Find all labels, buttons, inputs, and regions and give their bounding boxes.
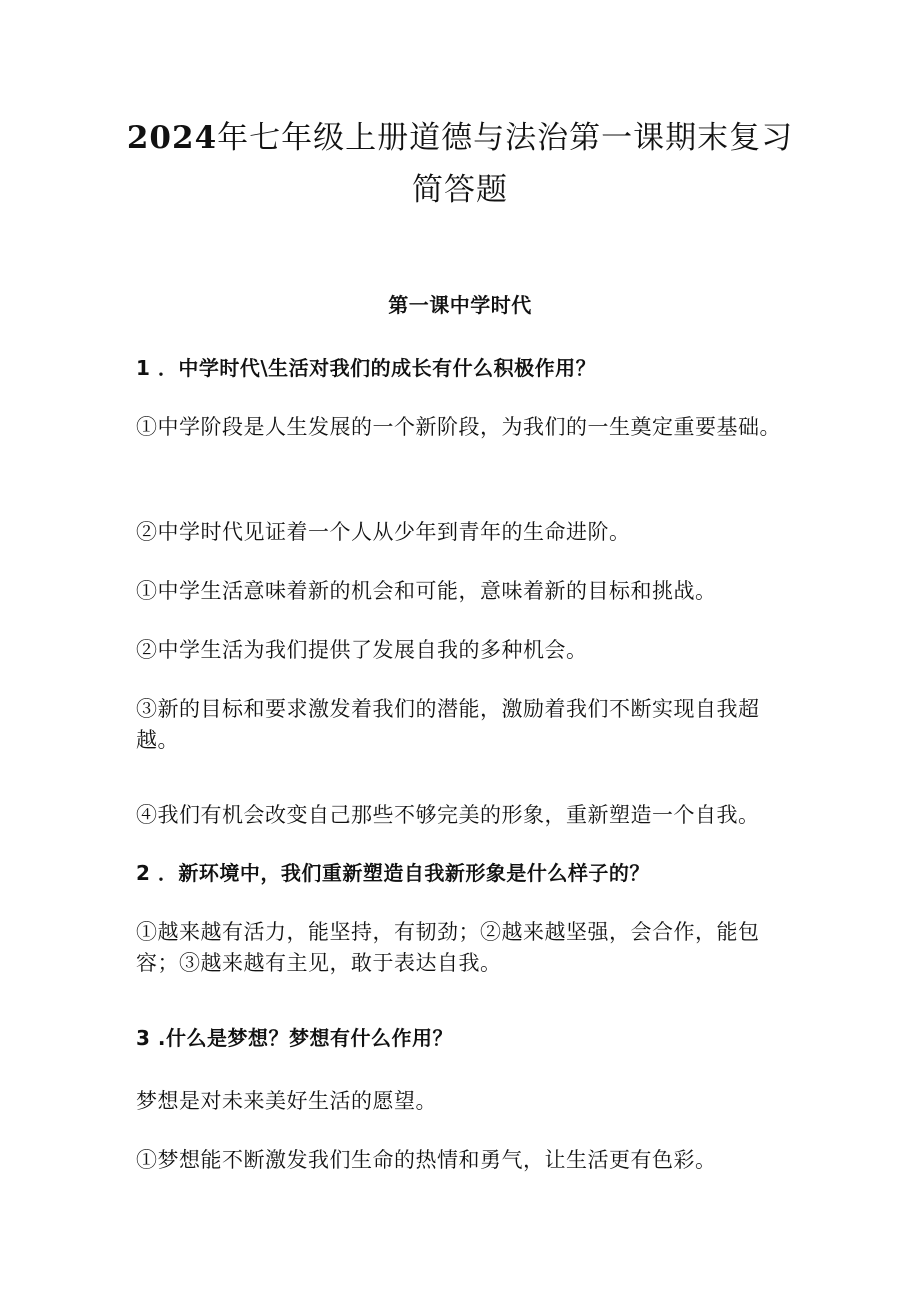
- section-heading: 第一课中学时代: [388, 293, 532, 317]
- answer-2-1: ①越来越有活力，能坚持，有韧劲；②越来越坚强，会合作，能包容；③越来越有主见，敢于表达自我。: [136, 920, 760, 975]
- answer-1-3: ①中学生活意味着新的机会和可能，意味着新的目标和挑战。: [136, 579, 717, 603]
- answer-1-1: ①中学阶段是人生发展的一个新阶段，为我们的一生奠定重要基础。: [136, 415, 781, 439]
- question-1: 1 ．中学时代\生活对我们的成长有什么积极作用？: [136, 356, 597, 380]
- answer-1-4: ②中学生活为我们提供了发展自我的多种机会。: [136, 638, 588, 662]
- answer-1-6: ④我们有机会改变自己那些不够完美的形象，重新塑造一个自我。: [136, 803, 760, 827]
- title-text: 年七年级上册道德与法治第一课期末复习简答题: [217, 120, 794, 208]
- answer-3-2: ①梦想能不断激发我们生命的热情和勇气，让生活更有色彩。: [136, 1148, 717, 1172]
- answer-1-5: ③新的目标和要求激发着我们的潜能，激励着我们不断实现自我超越。: [136, 697, 760, 752]
- document-title: [120, 112, 800, 216]
- title-year: 2024: [126, 120, 218, 156]
- answer-3-1: 梦想是对未来美好生活的愿望。: [136, 1089, 437, 1113]
- question-2: 2 ．新环境中，我们重新塑造自我新形象是什么样子的？: [136, 861, 650, 885]
- answer-1-2: ②中学时代见证着一个人从少年到青年的生命进阶。: [136, 520, 631, 544]
- question-3: 3 .什么是梦想？梦想有什么作用？: [136, 1026, 453, 1050]
